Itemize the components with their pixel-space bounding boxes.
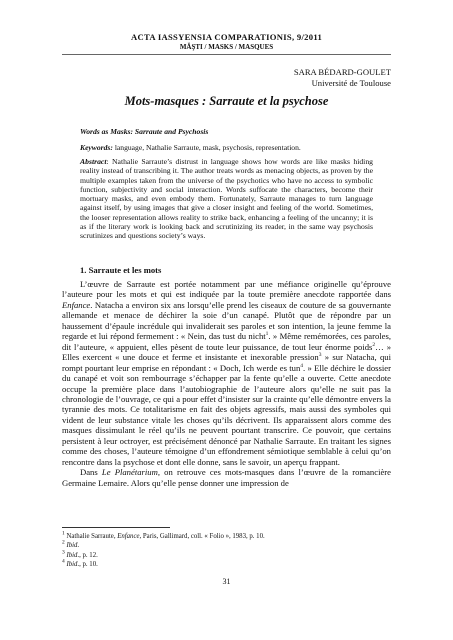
footnote-ref: 4 [300, 362, 304, 369]
journal-running-head: ACTA IASSYENSIA COMPARATIONIS, 9/2011 [130, 32, 323, 42]
author-block [294, 67, 391, 89]
footnote-ref: 1 [265, 331, 269, 338]
book-title: Le Planétarium [101, 467, 158, 478]
footnote-rule [62, 527, 170, 528]
footnote-2 [62, 541, 391, 550]
text-run: , on retrouve ces mots-masques dans l’œuvre de la romancière Germaine Lemaire. Alors qu’elle pense donner une impression de [62, 467, 391, 488]
footnote-number: 4 [62, 558, 65, 565]
english-title: Words as Masks: Sarraute and Psychosis [80, 127, 209, 136]
text-run: . Natacha a environ six ans lorsqu’elle prend les ciseaux de couture de sa gouvernante allemande et menace de déchirer la soie d’un canapé. Plutôt que de répondre par un haussement d’épaule incrédule qui invaliderait ses paroles et son intention, la jeune femme la regarde et lui répond fermement : « Nein, das tust du nicht [62, 299, 391, 342]
section-heading: 1. Sarraute et les mots [80, 265, 162, 275]
text-run: ., p. 10. [77, 560, 98, 568]
text-run: , Paris, Gallimard, coll. « Folio », 1983, p. 10. [139, 533, 265, 540]
text-run: ., p. 12. [77, 551, 98, 559]
paragraph-1 [62, 279, 391, 467]
footnote-number: 1 [62, 530, 65, 537]
author-name: SARA BÉDARD-GOULET [293, 67, 391, 77]
text-run: . » Elle déchire le dossier du canapé et voit son rembourrage s’échapper par la fente qu’elle a ouverte. Cette anecdote occupe la première place dans l’autobiographie de l’auteure alors qu’elle ne suit pas la chronologie de l’ouvrage, ce qui a pour effet d’insister sur la crainte qu’elle démontre envers la tyrannie des mots. Ce totalitarisme en fait des objets agressifs, mais aussi des symboles qui vident de leur substance vitale les choses qu’ils décrivent. Ils apparaissent alors comme des masques dissimulant le réel qu’ils ne peuvent pourtant transcrire. Ce pouvoir, que certains persistent à leur octroyer, est précisément dénoncé par Nathalie Sarraute. En traitant les signes comme des choses, l’auteure témoigne d’un effondrement sémiotique semblable à celui qu’on rencontre dans la psychose et dont elle donne, sans le savoir, un aperçu frappant. [62, 362, 391, 467]
page-number: 31 [222, 577, 231, 586]
text-run: L’œuvre de Sarraute est portée notamment par une méfiance originelle qu’éprouve l’auteure pour les mots et qui est indiquée par la toute première anecdote rapportée dans [62, 279, 391, 300]
abstract-text: Nathalie Sarraute’s distrust in language shows how words are like masks hiding reality instead of transcribing it. The author treats words as menacing objects, as proven by the multiple examples taken from the universe of the psychotics who have no access to symbolic function, subjectivity and social interaction. Words suffocate the characters, become their mortuary masks, and even embody them. Fortunately, Sarraute manages to turn language against itself, by using images that give a closer insight and feeling of the world. Sometimes, the looser representation allows reality to strike back, enhancing a feeling of the uncanny; it is as if the literary work is looking back and scrutinizing its reader, in the same way psychosis scrutinizes and questions society’s ways. [80, 157, 374, 241]
text-run: Dans [80, 467, 102, 478]
text-run: . » Même remémorées, ces paroles, dit l’auteure, « appuient, elles pèsent de toute leur puissance, de tout leur énorme poids [62, 331, 391, 352]
text-run: Enfance [117, 533, 140, 540]
text-run: . [77, 542, 80, 550]
footnote-number: 3 [62, 549, 65, 556]
paragraph-2 [62, 467, 391, 488]
text-run: Ibid [66, 560, 78, 568]
footnote-ref: 3 [318, 352, 322, 359]
article-title: Mots-masques : Sarraute et la psychose [124, 94, 329, 108]
keywords [80, 143, 301, 152]
text-run: Ibid [66, 551, 78, 559]
abstract [80, 157, 373, 241]
footnote-3 [62, 551, 391, 560]
keywords-text: language, Nathalie Sarraute, mask, psychosis, representation. [114, 143, 301, 152]
footnotes [62, 532, 391, 569]
abstract-colon: : [106, 157, 109, 166]
footnote-ref: 2 [372, 341, 376, 348]
text-run: … » Elles exercent « une douce et ferme et insistante et inexorable pression [62, 341, 392, 363]
issue-theme: MĂŞTI / MASKS / MASQUES [179, 43, 274, 51]
keywords-label: Keywords: [80, 143, 113, 152]
text-run: Nathalie Sarraute, [66, 533, 118, 540]
footnote-number: 2 [62, 540, 65, 547]
header-rule [62, 54, 391, 55]
body-text [62, 279, 391, 488]
footnote-1 [62, 532, 391, 541]
author-affiliation: Université de Toulouse [311, 78, 391, 88]
book-title: Enfance [62, 299, 91, 310]
text-run: » sur Natacha, qui rompt pourtant leur emprise en répondant : « Doch, Ich werde es tun [62, 352, 391, 373]
text-run: Ibid [66, 542, 78, 550]
abstract-label: Abstract [80, 157, 107, 166]
footnote-4 [62, 560, 391, 569]
